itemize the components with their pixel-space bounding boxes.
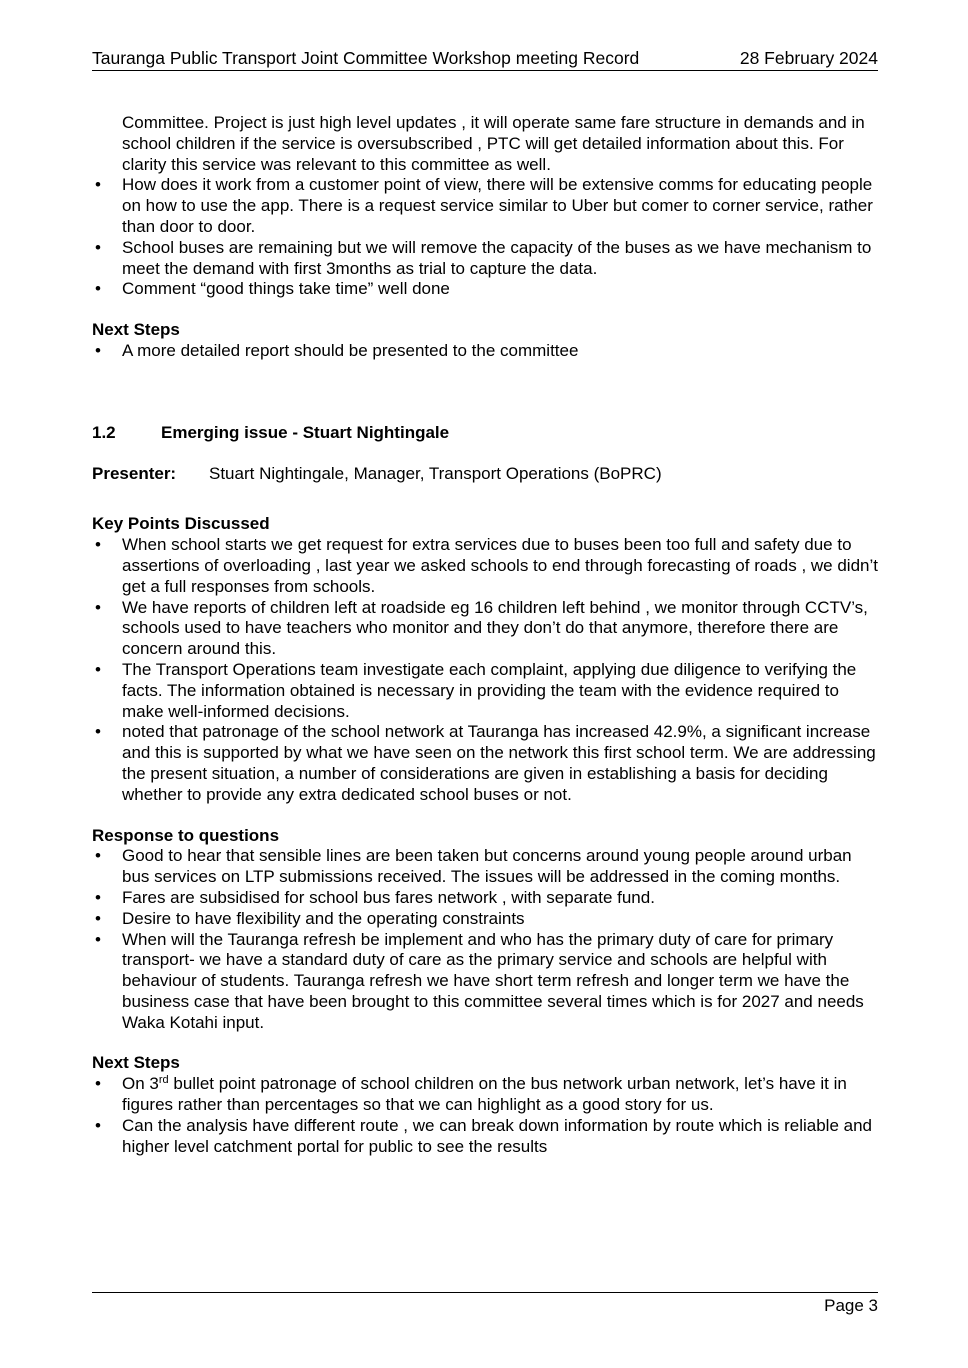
page-number: Page 3 [824, 1296, 878, 1315]
section-title: Emerging issue - Stuart Nightingale [161, 422, 450, 442]
response-heading: Response to questions [92, 825, 280, 845]
page-content [92, 113, 878, 1157]
list-item: • Comment “good things take time” well done [92, 279, 878, 300]
section-number: 1.2 [92, 422, 116, 442]
list-item: • Fares are subsidised for school bus fares network , with separate fund. [92, 888, 878, 909]
next-steps-list-2 [92, 1074, 878, 1157]
bullet-icon: • [95, 722, 101, 742]
presenter-label: Presenter: [92, 463, 177, 483]
header-date: 28 February 2024 [739, 48, 878, 68]
list-item: • Can the analysis have different route , we can break down information by route which is reliable and higher level catchment portal for public to see the results [92, 1116, 878, 1158]
section-heading [92, 423, 878, 444]
list-item: • We have reports of children left at roadside eg 16 children left behind , we monitor through CCTV’s, schools used to have teachers who monitor and they don’t do that anymore, therefore there are concern around this. [92, 598, 878, 660]
next-steps-list [92, 341, 878, 362]
bullet-icon: • [95, 175, 101, 195]
presenter-name: Stuart Nightingale, Manager, Transport Operations (BoPRC) [209, 463, 662, 483]
key-points-heading: Key Points Discussed [92, 514, 270, 534]
header-title: Tauranga Public Transport Joint Committee Workshop meeting Record [92, 48, 640, 68]
list-item: • How does it work from a customer point of view, there will be extensive comms for educating people on how to use the app. There is a request service similar to Uber but comer to corner service, rather than door to door. [92, 175, 878, 237]
page-footer [92, 1292, 878, 1315]
bullet-icon: • [95, 1115, 101, 1135]
bullet-icon: • [95, 535, 101, 555]
bullet-icon: • [95, 659, 101, 679]
list-item: • A more detailed report should be presented to the committee [92, 341, 878, 362]
intro-bullet-list [92, 175, 878, 300]
bullet-icon: • [95, 887, 101, 907]
response-list [92, 846, 878, 1033]
bullet-icon: • [95, 279, 101, 299]
next-steps-heading-2: Next Steps [92, 1053, 180, 1073]
list-item: • When school starts we get request for extra services due to buses been too full and safety due to assertions of overloading , last year we asked schools to end through forecasting of roads , we didn’t get a full responses from schools. [92, 535, 878, 597]
bullet-icon: • [95, 237, 101, 257]
page-header [92, 48, 878, 71]
bullet-icon: • [95, 340, 101, 360]
bullet-icon: • [95, 929, 101, 949]
intro-continuation: Committee. Project is just high level updates , it will operate same fare structure in demands and in school children if the service is oversubscribed , PTC will get detailed information about this. For clarity this service was relevant to this committee as well. [122, 113, 865, 174]
next-steps-heading: Next Steps [92, 320, 180, 340]
bullet-icon: • [95, 846, 101, 866]
presenter-line [92, 464, 878, 485]
list-item: • Desire to have flexibility and the operating constraints [92, 909, 878, 930]
list-item: • On 3rd bullet point patronage of school children on the bus network urban network, let’s have it in figures rather than percentages so that we can highlight as a good story for us. [92, 1074, 878, 1116]
list-item: • When will the Tauranga refresh be implement and who has the primary duty of care for primary transport- we have a standard duty of care as the primary service and schools are helpful with behaviour of students. Tauranga refresh we have short term refresh and longer term we have the business case that have been brought to this committee several times which is for 2027 and needs Waka Kotahi input. [92, 930, 878, 1034]
key-points-list [92, 535, 878, 805]
list-item: • The Transport Operations team investigate each complaint, applying due diligence to verifying the facts. The information obtained is necessary in providing the team with the evidence required to make well-informed decisions. [92, 660, 878, 722]
list-item: • Good to hear that sensible lines are been taken but concerns around young people around urban bus services on LTP submissions received. The issues will be addressed in the coming months. [92, 846, 878, 888]
list-item: • noted that patronage of the school network at Tauranga has increased 42.9%, a significant increase and this is supported by what we have seen on the network this first school term. We are addressing the present situation, a number of considerations are given in establishing a basis for deciding whether to provide any extra dedicated school buses or not. [92, 722, 878, 805]
bullet-icon: • [95, 597, 101, 617]
list-item: • School buses are remaining but we will remove the capacity of the buses as we have mechanism to meet the demand with first 3months as trial to capture the data. [92, 238, 878, 280]
bullet-icon: • [95, 908, 101, 928]
bullet-icon: • [95, 1074, 101, 1094]
